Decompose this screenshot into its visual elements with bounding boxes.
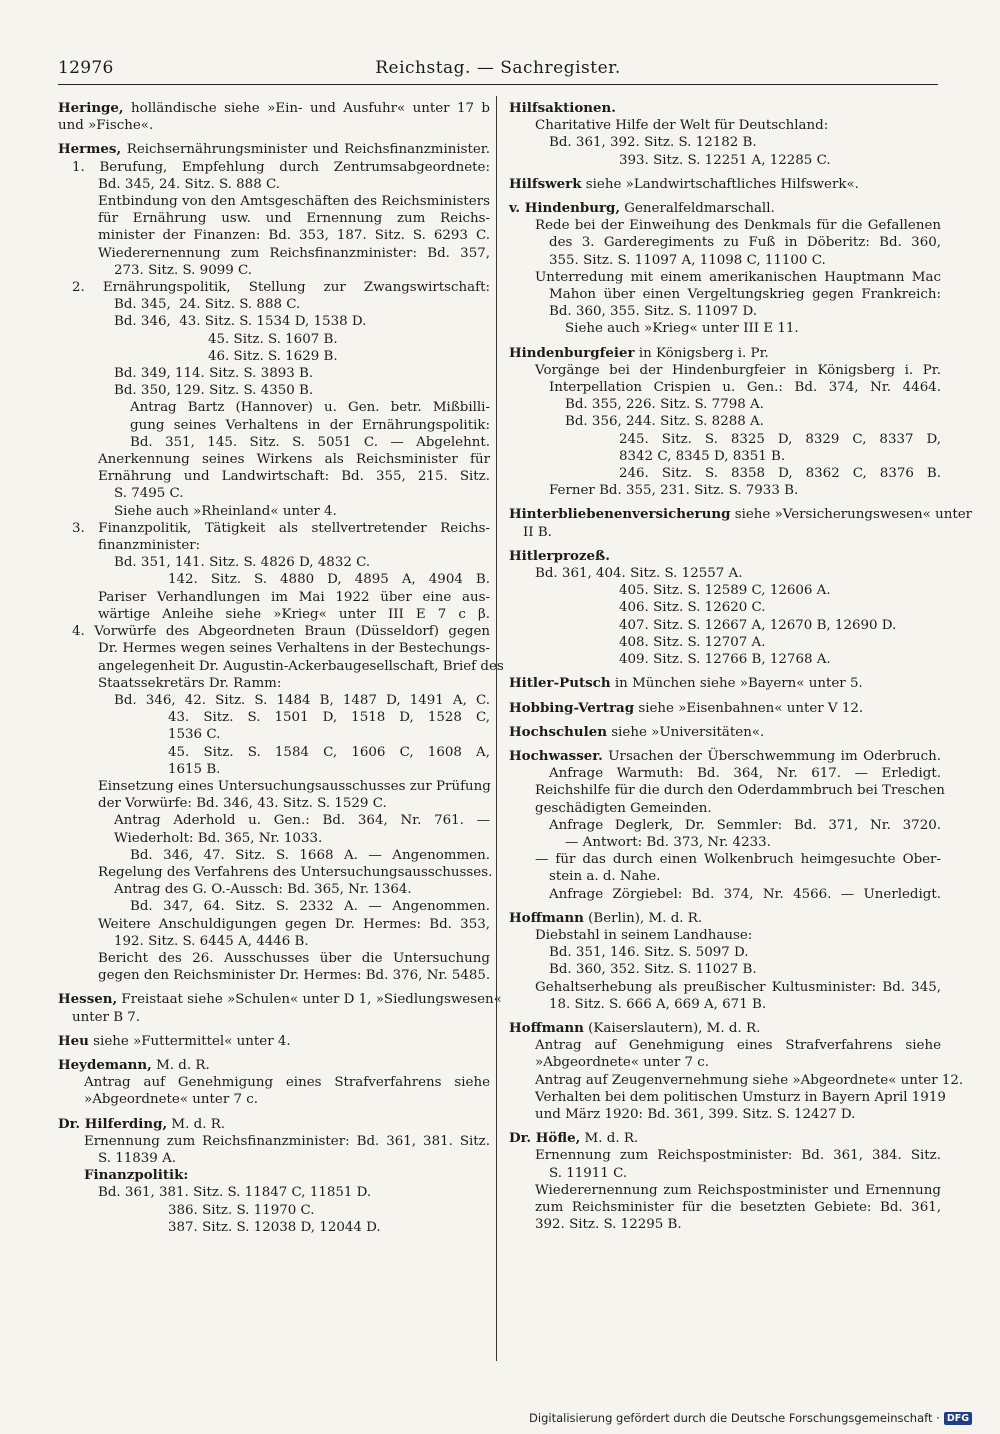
entry-text: Mahon über einen Vergeltungskrieg gegen Frankreich: bbox=[549, 287, 941, 303]
entry-line bbox=[509, 431, 941, 448]
entry-line bbox=[58, 1150, 490, 1167]
entry-line bbox=[58, 1057, 490, 1074]
entry-line bbox=[509, 524, 941, 541]
entry-text: Rede bei der Einweihung des Denkmals für die Gefallenen bbox=[535, 218, 941, 234]
entry-text: siehe »Universitäten«. bbox=[606, 724, 765, 740]
entry-headword: Hochwasser. bbox=[509, 747, 603, 764]
entry-text: Siehe auch »Krieg« unter III E 11. bbox=[565, 321, 799, 337]
entry-text: 1536 C. bbox=[168, 727, 221, 743]
entry-line bbox=[509, 1106, 941, 1123]
entry-text: 392. Sitz. S. 12295 B. bbox=[535, 1217, 682, 1233]
entry-line bbox=[58, 227, 490, 244]
entry-headword: Hoffmann bbox=[509, 1019, 584, 1036]
entry-text: Bd. 346, 43. Sitz. S. 1534 D, 1538 D. bbox=[114, 314, 367, 330]
entry-text: 45. Sitz. S. 1607 B. bbox=[208, 331, 338, 347]
entry-line bbox=[509, 134, 941, 151]
entry-text: Generalfeldmarschall. bbox=[620, 201, 775, 217]
entry-line bbox=[58, 709, 490, 726]
entry-headword: Hindenburgfeier bbox=[509, 344, 635, 361]
entry-text: 3. Finanzpolitik, Tätigkeit als stellvertretender Reichs- bbox=[72, 520, 490, 536]
footer-credit: Digitalisierung gefördert durch die Deutsche Forschungsgemeinschaft · bbox=[529, 1411, 940, 1425]
index-entry bbox=[58, 1057, 490, 1109]
entry-text: in München siehe »Bayern« unter 5. bbox=[610, 676, 863, 692]
entry-text: Freistaat siehe »Schulen« unter D 1, »Siedlungswesen« bbox=[117, 992, 502, 1008]
entry-line bbox=[509, 1130, 941, 1147]
entry-line bbox=[58, 382, 490, 399]
entry-line bbox=[58, 159, 490, 176]
index-entry bbox=[509, 1130, 941, 1233]
entry-text: Bd. 351, 141. Sitz. S. 4826 D, 4832 C. bbox=[114, 555, 371, 571]
entry-text: Unterredung mit einem amerikanischen Hauptmann Mac bbox=[535, 269, 941, 285]
entry-line bbox=[58, 606, 490, 623]
entry-headword: Heringe, bbox=[58, 100, 124, 116]
entry-line bbox=[509, 979, 941, 996]
page-header bbox=[58, 58, 938, 84]
entry-text: in Königsberg i. Pr. bbox=[634, 345, 769, 361]
entry-line bbox=[509, 1147, 941, 1164]
entry-text: Bd. 351, 146. Sitz. S. 5097 D. bbox=[549, 945, 749, 961]
entry-line bbox=[509, 886, 941, 903]
entry-line bbox=[509, 651, 941, 668]
index-entry bbox=[509, 345, 941, 500]
entry-text: Bd. 346, 47. Sitz. S. 1668 A. — Angenommen. bbox=[130, 847, 490, 863]
entry-line bbox=[509, 834, 941, 851]
entry-text: Verhalten bei dem politischen Umsturz in Bayern April 1919 bbox=[535, 1089, 946, 1105]
entry-headword: Dr. Hilferding, bbox=[58, 1115, 168, 1132]
entry-line bbox=[58, 141, 490, 158]
entry-line bbox=[509, 1216, 941, 1233]
entry-text: (Kaiserslautern), M. d. R. bbox=[583, 1020, 761, 1036]
entry-text: angelegenheit Dr. Augustin-Ackerbaugesellschaft, Brief des bbox=[98, 658, 504, 674]
index-entry bbox=[58, 1033, 490, 1050]
entry-text: stein a. d. Nahe. bbox=[549, 869, 661, 885]
entry-text: »Abgeordnete« unter 7 c. bbox=[535, 1055, 710, 1071]
entry-headword: Hilfsaktionen. bbox=[509, 100, 616, 116]
entry-text: Staatssekretärs Dr. Ramm: bbox=[98, 675, 282, 691]
entry-line bbox=[58, 434, 490, 451]
entry-text: Bd. 345, 24. Sitz. S. 888 C. bbox=[114, 297, 301, 313]
entry-text: minister der Finanzen: Bd. 353, 187. Sitz. S. 6293 C. bbox=[98, 228, 490, 244]
index-entry bbox=[509, 724, 941, 741]
entry-text: Entbindung von den Amtsgeschäften des Reichsministers bbox=[98, 194, 490, 210]
entry-headword: Hobbing-Vertrag bbox=[509, 699, 635, 716]
entry-text: Bd. 360, 355. Sitz. S. 11097 D. bbox=[549, 304, 758, 320]
entry-text: »Abgeordnete« unter 7 c. bbox=[84, 1092, 259, 1108]
entry-headword: Hinterbliebenenversicherung bbox=[509, 506, 731, 523]
entry-line bbox=[58, 1167, 490, 1184]
entry-line bbox=[509, 582, 941, 599]
entry-text: 406. Sitz. S. 12620 C. bbox=[619, 600, 766, 616]
entry-text: Antrag Bartz (Hannover) u. Gen. betr. Mißbilli- bbox=[130, 400, 490, 416]
entry-line bbox=[509, 800, 941, 817]
entry-text: holländische siehe »Ein- und Ausfuhr« unter 17 b bbox=[123, 101, 490, 116]
entry-line bbox=[509, 234, 941, 251]
entry-text: Reichshilfe für die durch den Oderdammbruch bei Treschen bbox=[535, 783, 945, 799]
entry-line bbox=[58, 778, 490, 795]
entry-text: 142. Sitz. S. 4880 D, 4895 A, 4904 B. bbox=[168, 572, 490, 588]
entry-text: Antrag auf Genehmigung eines Strafverfahrens siehe bbox=[84, 1075, 490, 1091]
entry-text: Antrag auf Zeugenvernehmung siehe »Abgeordnete« unter 12. bbox=[535, 1072, 964, 1088]
entry-line bbox=[509, 200, 941, 217]
entry-line bbox=[58, 881, 490, 898]
entry-text: M. d. R. bbox=[167, 1116, 226, 1132]
entry-text: für Ernährung usw. und Ernennung zum Reichs- bbox=[98, 211, 490, 227]
entry-text: S. 11911 C. bbox=[549, 1165, 628, 1181]
index-entry bbox=[509, 700, 941, 717]
entry-text: Bd. 350, 129. Sitz. S. 4350 B. bbox=[114, 383, 314, 399]
entry-text: Bd. 356, 244. Sitz. S. 8288 A. bbox=[565, 414, 764, 430]
entry-text: 387. Sitz. S. 12038 D, 12044 D. bbox=[168, 1219, 381, 1235]
entry-line bbox=[509, 748, 941, 765]
entry-text: 273. Sitz. S. 9099 C. bbox=[114, 262, 253, 278]
entry-line bbox=[58, 967, 490, 984]
entry-text: 4. Vorwürfe des Abgeordneten Braun (Düsseldorf) gegen bbox=[72, 624, 490, 640]
entry-line bbox=[58, 313, 490, 330]
entry-text: S. 7495 C. bbox=[114, 486, 184, 502]
entry-text: gung seines Verhaltens in der Ernährungspolitik: bbox=[130, 417, 490, 433]
entry-headword: Hilfswerk bbox=[509, 175, 582, 192]
entry-line bbox=[58, 589, 490, 606]
entry-text: 2. Ernährungspolitik, Stellung zur Zwangswirtschaft: bbox=[72, 280, 490, 296]
entry-text: Bd. 355, 226. Sitz. S. 7798 A. bbox=[565, 397, 764, 413]
entry-line bbox=[509, 320, 941, 337]
entry-line bbox=[58, 1091, 490, 1108]
entry-text: Antrag des G. O.-Aussch: Bd. 365, Nr. 1364. bbox=[114, 882, 412, 898]
entry-line bbox=[58, 279, 490, 296]
entry-text: Finanzpolitik: bbox=[84, 1167, 189, 1184]
entry-line bbox=[509, 217, 941, 234]
index-entry bbox=[509, 200, 941, 338]
entry-line bbox=[58, 1184, 490, 1201]
index-entry bbox=[58, 1116, 490, 1236]
entry-line bbox=[58, 365, 490, 382]
dfg-logo: DFG bbox=[944, 1412, 972, 1425]
entry-text: Antrag Aderhold u. Gen.: Bd. 364, Nr. 761. — bbox=[114, 813, 490, 829]
entry-text: Regelung des Verfahrens des Untersuchungsausschusses. bbox=[98, 864, 493, 880]
entry-line bbox=[509, 1165, 941, 1182]
entry-text: 409. Sitz. S. 12766 B, 12768 A. bbox=[619, 652, 831, 668]
entry-text: Ursachen der Überschwemmung im Oderbruch. bbox=[602, 748, 941, 764]
entry-text: Interpellation Crispien u. Gen.: Bd. 374, Nr. 4464. bbox=[549, 380, 941, 396]
entry-text: M. d. R. bbox=[151, 1057, 210, 1073]
entry-text: 408. Sitz. S. 12707 A. bbox=[619, 634, 766, 650]
entry-line bbox=[509, 700, 941, 717]
entry-line bbox=[58, 296, 490, 313]
entry-line bbox=[509, 100, 941, 117]
entry-text: 405. Sitz. S. 12589 C, 12606 A. bbox=[619, 583, 831, 599]
entry-line bbox=[58, 520, 490, 537]
entry-line bbox=[58, 658, 504, 675]
entry-text: Bd. 360, 352. Sitz. S. 11027 B. bbox=[549, 962, 757, 978]
entry-text: II B. bbox=[523, 524, 552, 540]
entry-line bbox=[58, 812, 490, 829]
entry-text: 355. Sitz. S. 11097 A, 11098 C, 11100 C. bbox=[549, 252, 826, 268]
entry-line bbox=[509, 345, 941, 362]
entry-text: 43. Sitz. S. 1501 D, 1518 D, 1528 C, bbox=[168, 710, 490, 726]
footer bbox=[529, 1410, 972, 1426]
entry-line bbox=[509, 617, 941, 634]
entry-line bbox=[58, 991, 502, 1008]
entry-line bbox=[58, 830, 490, 847]
entry-line bbox=[58, 210, 490, 227]
entry-text: geschädigten Gemeinden. bbox=[535, 800, 712, 816]
entry-line bbox=[58, 1133, 490, 1150]
entry-line bbox=[58, 554, 490, 571]
entry-line bbox=[509, 961, 941, 978]
entry-line bbox=[509, 465, 941, 482]
entry-line bbox=[58, 744, 490, 761]
entry-text: gegen den Reichsminister Dr. Hermes: Bd. 376, Nr. 5485. bbox=[98, 968, 491, 984]
right-column bbox=[509, 100, 973, 1240]
entry-line bbox=[58, 1074, 490, 1091]
entry-text: Siehe auch »Rheinland« unter 4. bbox=[114, 503, 337, 519]
entry-text: Bericht des 26. Ausschusses über die Untersuchung bbox=[98, 950, 490, 966]
entry-line bbox=[509, 269, 941, 286]
entry-line bbox=[58, 117, 490, 134]
entry-line bbox=[509, 448, 941, 465]
entry-line bbox=[509, 1182, 941, 1199]
entry-text: Bd. 349, 114. Sitz. S. 3893 B. bbox=[114, 366, 314, 382]
entry-line bbox=[58, 933, 490, 950]
entry-line bbox=[509, 506, 973, 523]
entry-line bbox=[509, 927, 941, 944]
index-entry bbox=[509, 100, 941, 169]
entry-text: Anfrage Zörgiebel: Bd. 374, Nr. 4566. — Unerledigt. bbox=[549, 886, 941, 902]
entry-line bbox=[58, 468, 490, 485]
entry-line bbox=[58, 1116, 490, 1133]
entry-line bbox=[58, 950, 490, 967]
entry-text: Vorgänge bei der Hindenburgfeier in Königsberg i. Pr. bbox=[535, 362, 941, 378]
left-column bbox=[58, 100, 504, 1243]
entry-text: 386. Sitz. S. 11970 C. bbox=[168, 1202, 315, 1218]
entry-line bbox=[58, 100, 490, 117]
entry-line bbox=[509, 1072, 964, 1089]
entry-line bbox=[58, 847, 490, 864]
entry-line bbox=[58, 623, 490, 640]
entry-text: zum Reichsminister für die besetzten Gebiete: Bd. 361, bbox=[535, 1199, 941, 1215]
entry-line bbox=[509, 152, 941, 169]
entry-text: finanzminister: bbox=[98, 538, 201, 554]
entry-line bbox=[58, 726, 490, 743]
entry-text: Einsetzung eines Untersuchungsausschusses zur Prüfung bbox=[98, 778, 491, 794]
entry-line bbox=[509, 1089, 946, 1106]
header-rule bbox=[58, 84, 938, 85]
entry-line bbox=[58, 898, 490, 915]
entry-line bbox=[509, 1037, 941, 1054]
entry-headword: Heydemann, bbox=[58, 1056, 152, 1073]
entry-text: wärtige Anleihe siehe »Krieg« unter III E 7 c β. bbox=[98, 606, 490, 622]
running-head: Reichstag. — Sachregister. bbox=[375, 58, 621, 78]
entry-line bbox=[58, 1219, 490, 1236]
entry-line bbox=[509, 303, 941, 320]
entry-line bbox=[509, 765, 941, 782]
entry-headword: Hermes, bbox=[58, 141, 122, 158]
entry-headword: Dr. Höfle, bbox=[509, 1130, 581, 1147]
page-number: 12976 bbox=[58, 58, 114, 78]
entry-line bbox=[58, 675, 490, 692]
entry-text: — Antwort: Bd. 373, Nr. 4233. bbox=[565, 834, 771, 850]
entry-text: Ernährung und Landwirtschaft: Bd. 355, 215. Sitz. bbox=[98, 469, 490, 485]
entry-text: unter B 7. bbox=[72, 1009, 141, 1025]
entry-line bbox=[509, 817, 941, 834]
entry-line bbox=[58, 417, 490, 434]
entry-line bbox=[509, 413, 941, 430]
index-entry bbox=[58, 100, 490, 134]
entry-line bbox=[58, 916, 490, 933]
entry-line bbox=[509, 1199, 941, 1216]
entry-text: 192. Sitz. S. 6445 A, 4446 B. bbox=[114, 933, 309, 949]
entry-text: Ferner Bd. 355, 231. Sitz. S. 7933 B. bbox=[549, 483, 799, 499]
entry-text: Wiederernennung zum Reichsfinanzminister: Bd. 357, bbox=[98, 245, 490, 261]
entry-headword: Hoffmann bbox=[509, 909, 584, 926]
entry-headword: Hochschulen bbox=[509, 723, 607, 740]
entry-text: Charitative Hilfe der Welt für Deutschland: bbox=[535, 118, 829, 134]
entry-text: Bd. 346, 42. Sitz. S. 1484 B, 1487 D, 1491 A, C. bbox=[114, 692, 490, 708]
entry-text: 1615 B. bbox=[168, 761, 221, 777]
entry-text: Ernennung zum Reichspostminister: Bd. 361, 384. Sitz. bbox=[535, 1148, 941, 1164]
entry-text: Gehaltserhebung als preußischer Kultusminister: Bd. 345, bbox=[535, 979, 941, 995]
entry-line bbox=[509, 996, 941, 1013]
entry-text: Pariser Verhandlungen im Mai 1922 über eine aus- bbox=[98, 589, 490, 605]
entry-line bbox=[58, 1033, 490, 1050]
entry-text: Weitere Anschuldigungen gegen Dr. Hermes: Bd. 353, bbox=[98, 916, 490, 932]
entry-line bbox=[58, 537, 490, 554]
index-entry bbox=[509, 910, 941, 1013]
index-entry bbox=[509, 1019, 964, 1123]
entry-text: 246. Sitz. S. 8358 D, 8362 C, 8376 B. bbox=[619, 466, 941, 482]
entry-line bbox=[509, 252, 941, 269]
entry-line bbox=[509, 1020, 941, 1037]
entry-text: Ernennung zum Reichsfinanzminister: Bd. 361, 381. Sitz. bbox=[84, 1133, 490, 1149]
entry-line bbox=[58, 485, 490, 502]
entry-text: siehe »Versicherungswesen« unter bbox=[730, 507, 973, 523]
entry-line bbox=[58, 331, 490, 348]
entry-text: Diebstahl in seinem Landhause: bbox=[535, 927, 753, 943]
entry-text: Antrag auf Genehmigung eines Strafverfahrens siehe bbox=[535, 1038, 941, 1054]
entry-text: Bd. 345, 24. Sitz. S. 888 C. bbox=[98, 176, 281, 192]
entry-text: Wiederholt: Bd. 365, Nr. 1033. bbox=[114, 830, 323, 846]
entry-text: Reichsernährungsminister und Reichsfinanzminister. bbox=[121, 142, 490, 158]
entry-text: Anfrage Deglerk, Dr. Semmler: Bd. 371, Nr. 3720. bbox=[549, 817, 941, 833]
entry-line bbox=[509, 176, 941, 193]
entry-text: Anfrage Warmuth: Bd. 364, Nr. 617. — Erledigt. bbox=[549, 766, 941, 782]
entry-text: 45. Sitz. S. 1584 C, 1606 C, 1608 A, bbox=[168, 744, 490, 760]
entry-text: und März 1920: Bd. 361, 399. Sitz. S. 12427 D. bbox=[535, 1106, 856, 1122]
entry-line bbox=[58, 692, 490, 709]
entry-text: 245. Sitz. S. 8325 D, 8329 C, 8337 D, bbox=[619, 431, 941, 447]
entry-line bbox=[58, 451, 490, 468]
entry-headword: Hessen, bbox=[58, 991, 118, 1008]
entry-line bbox=[509, 379, 941, 396]
entry-text: der Vorwürfe: Bd. 346, 43. Sitz. S. 1529 C. bbox=[98, 796, 387, 812]
entry-line bbox=[58, 640, 490, 657]
entry-headword: Hitler-Putsch bbox=[509, 675, 611, 692]
entry-text: 18. Sitz. S. 666 A, 669 A, 671 B. bbox=[549, 996, 767, 1012]
entry-line bbox=[509, 565, 941, 582]
entry-line bbox=[509, 724, 941, 741]
entry-line bbox=[509, 1054, 941, 1071]
entry-line bbox=[58, 176, 490, 193]
entry-text: Bd. 347, 64. Sitz. S. 2332 A. — Angenommen. bbox=[130, 899, 490, 915]
entry-headword: Heu bbox=[58, 1032, 89, 1049]
entry-line bbox=[509, 910, 941, 927]
entry-text: 46. Sitz. S. 1629 B. bbox=[208, 348, 338, 364]
entry-text: 8342 C, 8345 D, 8351 B. bbox=[619, 448, 786, 464]
entry-line bbox=[509, 675, 941, 692]
entry-headword: Hitlerprozeß. bbox=[509, 547, 610, 564]
column-divider bbox=[496, 96, 497, 1361]
entry-line bbox=[509, 851, 941, 868]
entry-line bbox=[509, 599, 941, 616]
index-entry bbox=[58, 141, 504, 984]
entry-text: — für das durch einen Wolkenbruch heimgesuchte Ober- bbox=[535, 852, 941, 868]
entry-text: siehe »Eisenbahnen« unter V 12. bbox=[634, 700, 864, 716]
entry-line bbox=[509, 944, 941, 961]
entry-text: und »Fische«. bbox=[58, 118, 154, 134]
index-entry bbox=[58, 991, 502, 1025]
entry-text: des 3. Garderegiments zu Fuß in Döberitz: Bd. 360, bbox=[549, 235, 941, 251]
entry-text: Wiederernennung zum Reichspostminister und Ernennung bbox=[535, 1182, 941, 1198]
entry-line bbox=[509, 634, 941, 651]
entry-text: Bd. 351, 145. Sitz. S. 5051 C. — Abgelehnt. bbox=[130, 434, 490, 450]
entry-line bbox=[58, 864, 493, 881]
index-entry bbox=[509, 548, 941, 668]
entry-text: 393. Sitz. S. 12251 A, 12285 C. bbox=[619, 152, 831, 168]
entry-line bbox=[58, 503, 490, 520]
entry-line bbox=[509, 286, 941, 303]
entry-text: Dr. Hermes wegen seines Verhaltens in der Bestechungs- bbox=[98, 641, 490, 657]
entry-line bbox=[509, 782, 945, 799]
entry-line bbox=[58, 262, 490, 279]
entry-text: S. 11839 A. bbox=[98, 1150, 176, 1166]
entry-text: Bd. 361, 404. Sitz. S. 12557 A. bbox=[535, 566, 743, 582]
entry-line bbox=[58, 348, 490, 365]
entry-line bbox=[509, 362, 941, 379]
entry-line bbox=[58, 1009, 490, 1026]
index-entry bbox=[509, 506, 973, 540]
entry-line bbox=[509, 117, 941, 134]
entry-line bbox=[58, 571, 490, 588]
entry-line bbox=[58, 761, 490, 778]
entry-text: M. d. R. bbox=[580, 1131, 639, 1147]
index-entry bbox=[509, 176, 941, 193]
entry-line bbox=[58, 399, 490, 416]
entry-text: 407. Sitz. S. 12667 A, 12670 B, 12690 D. bbox=[619, 617, 897, 633]
entry-text: Bd. 361, 392. Sitz. S. 12182 B. bbox=[549, 135, 757, 151]
index-entry bbox=[509, 675, 941, 692]
entry-text: 1. Berufung, Empfehlung durch Zentrumsabgeordnete: bbox=[72, 159, 490, 175]
entry-line bbox=[58, 795, 490, 812]
entry-line bbox=[509, 396, 941, 413]
entry-text: (Berlin), M. d. R. bbox=[583, 910, 703, 926]
entry-line bbox=[509, 868, 941, 885]
entry-text: Bd. 361, 381. Sitz. S. 11847 C, 11851 D. bbox=[98, 1185, 372, 1201]
entry-line bbox=[58, 245, 490, 262]
entry-line bbox=[58, 193, 490, 210]
entry-headword: v. Hindenburg, bbox=[509, 200, 621, 217]
entry-text: Anerkennung seines Wirkens als Reichsminister für bbox=[98, 452, 490, 468]
entry-line bbox=[58, 1202, 490, 1219]
entry-text: siehe »Futtermittel« unter 4. bbox=[88, 1033, 291, 1049]
index-entry bbox=[509, 747, 945, 903]
entry-line bbox=[509, 548, 941, 565]
entry-line bbox=[509, 482, 941, 499]
entry-text: siehe »Landwirtschaftliches Hilfswerk«. bbox=[581, 176, 859, 192]
